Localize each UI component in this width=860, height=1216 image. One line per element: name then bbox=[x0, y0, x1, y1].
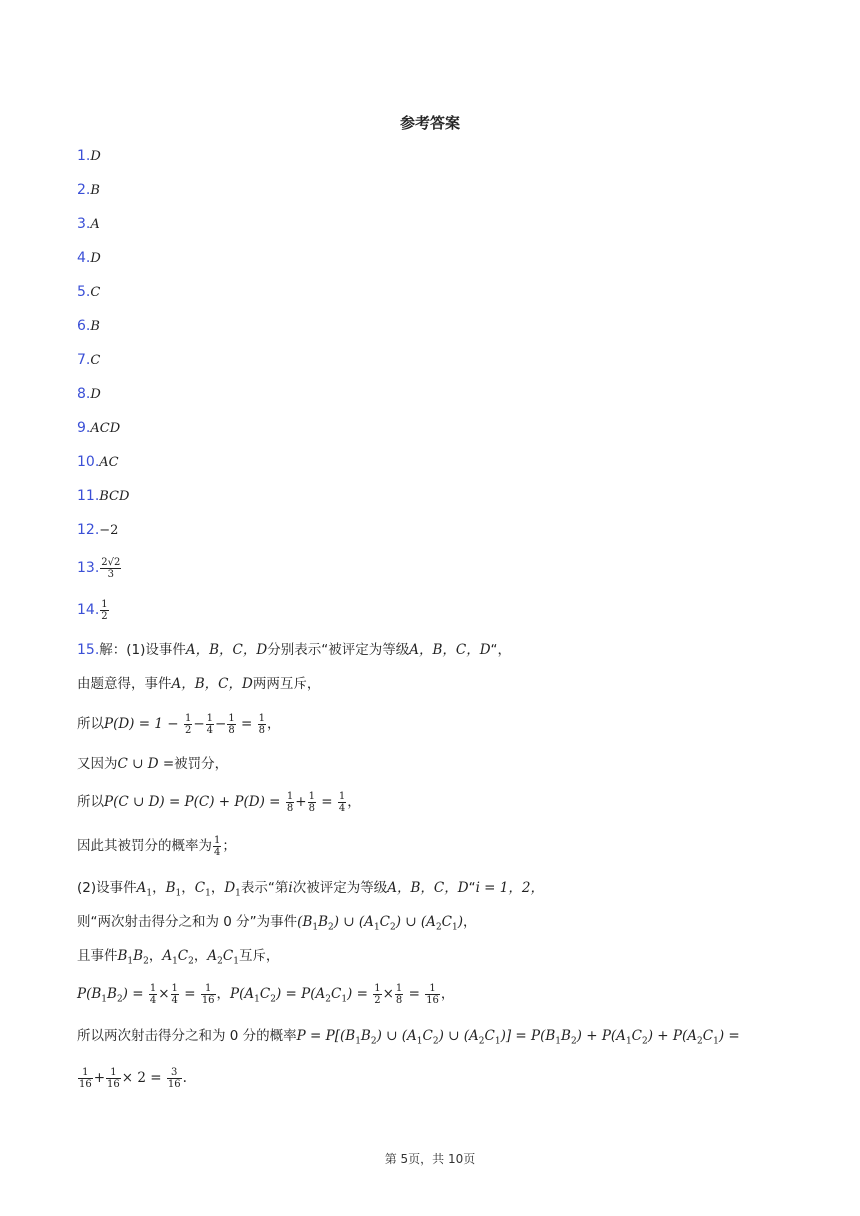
numerator: 2√2 bbox=[101, 556, 121, 568]
text: “， bbox=[490, 642, 512, 658]
question-number: 9. bbox=[77, 420, 91, 436]
q15-line-11: 所以两次射击得分之和为 0 分的概率$P = P[(B_1B_2)$ ∪ $(A_1C_2)$ ∪ $(A_2C_1)] = P(B_1B_2) + P(A_1C_2) + P(A_2C_1)$ = bbox=[77, 1028, 740, 1047]
answer-value: BCD bbox=[99, 489, 130, 504]
answer-value: C bbox=[90, 353, 101, 368]
answer-item bbox=[77, 348, 100, 372]
answer-value: D bbox=[90, 251, 101, 266]
answer-value: C bbox=[90, 285, 101, 300]
math: A，B，C，D bbox=[185, 642, 268, 658]
answer-item bbox=[77, 246, 101, 270]
answer-item bbox=[77, 382, 101, 406]
text: 所以 bbox=[77, 716, 104, 732]
text: 所以 bbox=[77, 794, 104, 810]
answer-fraction bbox=[100, 557, 121, 580]
question-number: 1. bbox=[77, 148, 91, 164]
text: ， bbox=[347, 794, 361, 810]
question-number: 4. bbox=[77, 250, 91, 266]
q15-line-6 bbox=[77, 834, 236, 858]
q15-line-9: 且事件$B_1B_2$，$A_1C_2$，$A_2C_1$互斥， bbox=[77, 948, 280, 967]
question-number: 13. bbox=[77, 560, 100, 576]
text: “ bbox=[468, 880, 476, 896]
answer-value: B bbox=[90, 183, 100, 198]
math: P(D) = 1 − bbox=[104, 716, 179, 732]
question-number: 2. bbox=[77, 182, 91, 198]
question-number: 3. bbox=[77, 216, 91, 232]
denominator: 2 bbox=[101, 610, 108, 622]
math: C ∪ D = bbox=[117, 756, 175, 772]
answer-value: D bbox=[90, 387, 101, 402]
text: (2)设事件 bbox=[77, 880, 137, 896]
numerator: 1 bbox=[101, 598, 108, 610]
q15-line-7: (2)设事件$A_1$，$B_1$，$C_1$，$D_1$表示“第i次被评定为等级A，B，C，D“i = 1，2， bbox=[77, 880, 544, 899]
answer-item bbox=[77, 280, 100, 304]
text: 由题意得，事件 bbox=[77, 676, 172, 692]
text: ， bbox=[267, 716, 281, 732]
fraction: $\frac{1}{8}$ bbox=[228, 712, 235, 736]
q15-line-2 bbox=[77, 672, 320, 696]
text: 表示“第 bbox=[240, 880, 289, 896]
question-number: 7. bbox=[77, 352, 91, 368]
math: P(C ∪ D) = P(C) + P(D) = bbox=[104, 794, 281, 810]
text: 被罚分， bbox=[174, 756, 229, 772]
q15-line-1 bbox=[77, 638, 511, 662]
math: A，B，C，D bbox=[387, 880, 469, 896]
denominator: 3 bbox=[107, 568, 114, 580]
question-number: 12. bbox=[77, 522, 100, 538]
question-number: 10. bbox=[77, 454, 100, 470]
text: 分别表示“被评定为等级 bbox=[267, 642, 410, 658]
text: ， bbox=[463, 914, 477, 930]
math: A，B，C，D bbox=[171, 676, 253, 692]
text: 所以两次射击得分之和为 0 分的概率 bbox=[77, 1028, 297, 1044]
fraction: $\frac{1}{8}$ bbox=[258, 712, 266, 736]
q15-line-12: $\frac{1}{16}$ + $\frac{1}{16}$ × 2 = $\frac{3}{16}$ . bbox=[79, 1066, 187, 1090]
answer-item bbox=[77, 314, 100, 338]
q15-line-8: 则“两次射击得分之和为 0 分”为事件$(B_1B_2)$ ∪ $(A_1C_2)$ ∪ $(A_2C_1)$， bbox=[77, 914, 477, 933]
math: i bbox=[288, 880, 293, 896]
fraction: $\frac{1}{4}$ bbox=[214, 834, 221, 858]
page-footer: 第 5页，共 10页 bbox=[384, 1152, 476, 1166]
text: 两两互斥， bbox=[252, 676, 321, 692]
q15-line-5: 所以P(C ∪ D) = P(C) + P(D) = $\frac{1}{8}$ + $\frac{1}{8}$ = $\frac{1}{4}$ ， bbox=[77, 790, 361, 814]
answer-value: A bbox=[90, 217, 100, 232]
text: 次被评定为等级 bbox=[292, 880, 388, 896]
fraction: $\frac{1}{8}$ bbox=[308, 790, 315, 814]
answer-value: B bbox=[90, 319, 100, 334]
answer-fraction bbox=[100, 599, 108, 622]
text: 则“两次射击得分之和为 0 分”为事件 bbox=[77, 914, 298, 930]
q15-line-3: 所以P(D) = 1 − $\frac{1}{2}$ − $\frac{1}{4}$ − $\frac{1}{8}$ = $\frac{1}{8}$ ， bbox=[77, 712, 281, 736]
q15-line-10: $P(B_1B_2)$ = $\frac{1}{4}$ × $\frac{1}{4}$ = $\frac{1}{16}$ ，$P(A_1C_2) = P(A_2C_1)$ = $\frac{1}{2}$ × $\frac{1}{8}$ = $\frac{1}{16}$ ， bbox=[77, 982, 455, 1006]
fraction: $\frac{1}{8}$ bbox=[286, 790, 294, 814]
text: 解：(1)设事件 bbox=[99, 642, 186, 658]
answer-item bbox=[77, 598, 110, 622]
fraction: $\frac{1}{4}$ bbox=[206, 712, 214, 736]
answer-value: −2 bbox=[99, 523, 119, 538]
math: i = 1，2， bbox=[475, 880, 544, 896]
question-number: 14. bbox=[77, 602, 100, 618]
question-number: 6. bbox=[77, 318, 91, 334]
answer-item bbox=[77, 212, 100, 236]
answer-value: ACD bbox=[90, 421, 121, 436]
fraction: $\frac{1}{4}$ bbox=[338, 790, 346, 814]
question-number: 15. bbox=[77, 642, 100, 658]
page-title: 参考答案 bbox=[399, 114, 460, 132]
text: 且事件 bbox=[77, 948, 118, 964]
answer-item bbox=[77, 484, 129, 508]
math: A，B，C，D bbox=[409, 642, 491, 658]
answer-item bbox=[77, 144, 101, 168]
answer-item bbox=[77, 556, 122, 580]
text: 又因为 bbox=[77, 756, 118, 772]
text: 因此其被罚分的概率为 bbox=[77, 838, 212, 854]
fraction: $\frac{1}{2}$ bbox=[184, 712, 192, 736]
answer-value: D bbox=[90, 149, 101, 164]
answer-item bbox=[77, 416, 120, 440]
answer-item bbox=[77, 450, 119, 474]
text: ； bbox=[222, 838, 236, 854]
q15-line-4 bbox=[77, 752, 228, 776]
question-number: 8. bbox=[77, 386, 91, 402]
question-number: 5. bbox=[77, 284, 91, 300]
answer-item bbox=[77, 178, 100, 202]
question-number: 11. bbox=[77, 488, 100, 504]
answer-value: AC bbox=[99, 455, 119, 470]
text: 互斥， bbox=[238, 948, 280, 964]
answer-item bbox=[77, 518, 118, 542]
